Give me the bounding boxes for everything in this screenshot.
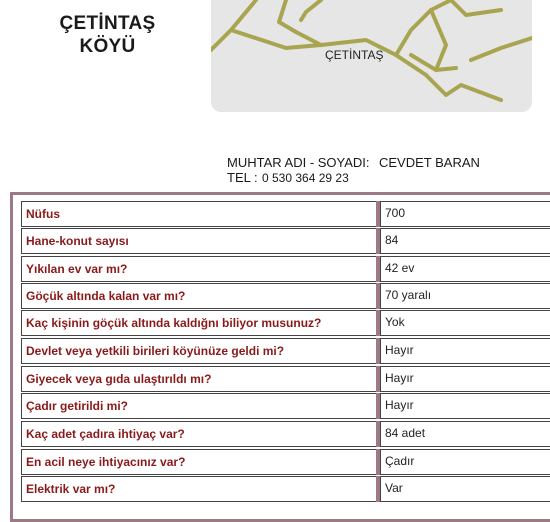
question-cell: Kaç kişinin göçük altında kaldığnı biliyor musunuz? xyxy=(21,310,381,336)
answer-cell: 84 adet xyxy=(380,421,550,447)
question-cell: Kaç adet çadıra ihtiyaç var? xyxy=(21,421,381,447)
village-map xyxy=(211,0,532,112)
answer-cell: 84 xyxy=(380,228,550,254)
answer-cell: Hayır xyxy=(380,366,550,392)
answer-cell: 42 ev xyxy=(380,256,550,282)
answer-cell: 70 yaralı xyxy=(380,283,550,309)
question-cell: Devlet veya yetkili birileri köyünüze geldi mi? xyxy=(21,338,381,364)
answer-cell: Hayır xyxy=(380,393,550,419)
question-cell: En acil neye ihtiyacınız var? xyxy=(21,449,381,475)
muhtar-name-label: MUHTAR ADI - SOYADI: xyxy=(227,155,370,170)
question-cell: Nüfus xyxy=(21,201,381,227)
village-title-line1: ÇETİNTAŞ xyxy=(59,13,156,34)
map-road xyxy=(451,0,501,15)
answer-cell: Hayır xyxy=(380,338,550,364)
question-cell: Yıkılan ev var mı? xyxy=(21,256,381,282)
tel-value: 0 530 364 29 23 xyxy=(262,171,349,185)
village-title-line2: KÖYÜ xyxy=(79,36,136,57)
question-cell: Elektrik var mı? xyxy=(21,476,381,502)
village-title xyxy=(40,12,175,58)
map-road xyxy=(471,38,532,60)
map-road xyxy=(431,10,446,70)
map-road xyxy=(396,0,451,55)
map-village-label: ÇETİNTAŞ xyxy=(325,48,384,62)
muhtar-name: CEVDET BARAN xyxy=(379,155,480,170)
question-cell: Çadır getirildi mi? xyxy=(21,393,381,419)
question-cell: Hane-konut sayısı xyxy=(21,228,381,254)
tel-label: TEL : xyxy=(227,170,258,185)
answer-cell: 700 xyxy=(380,201,550,227)
question-cell: Giyecek veya gıda ulaştırıldı mı? xyxy=(21,366,381,392)
map-road xyxy=(301,0,321,20)
answer-cell: Var xyxy=(380,476,550,502)
map-road xyxy=(211,0,256,50)
question-cell: Göçük altında kalan var mı? xyxy=(21,283,381,309)
map-road xyxy=(426,75,501,100)
answer-cell: Çadır xyxy=(380,449,550,475)
answer-cell: Yok xyxy=(380,310,550,336)
